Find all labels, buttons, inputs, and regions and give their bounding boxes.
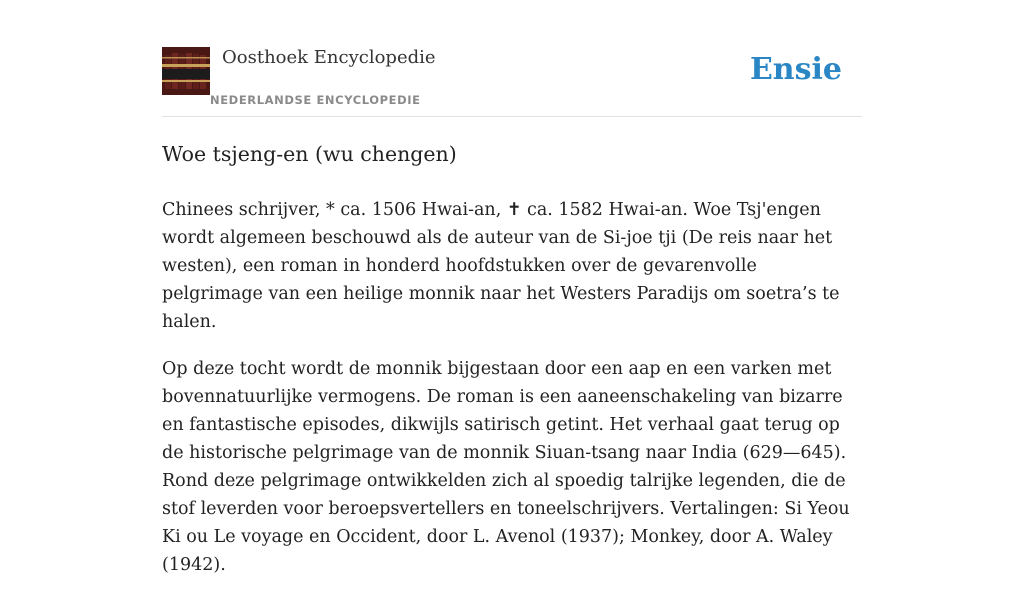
site-subtitle: NEDERLANDSE ENCYCLOPEDIE	[210, 93, 421, 107]
article	[162, 138, 862, 598]
article-title: Woe tsjeng-en (wu chengen)	[162, 142, 457, 166]
article-paragraph: Chinees schrijver, * ca. 1506 Hwai-an, ✝ ca. 1582 Hwai-an. Woe Tsj'engen wordt algemeen beschouwd als de auteur van de Si-joe tji (De reis naar het westen), een roman in honderd hoofdstukken over de gevarenvolle pelgrimage van een heilige monnik naar het Westers Paradijs om soetra’s te halen.	[162, 200, 840, 332]
site-title[interactable]: Oosthoek Encyclopedie	[222, 47, 436, 68]
encyclopedia-books-icon[interactable]	[162, 47, 210, 95]
site-header	[162, 46, 862, 117]
ensie-brand-link[interactable]: Ensie	[749, 52, 842, 87]
article-paragraph: Op deze tocht wordt de monnik bijgestaan door een aap en een varken met bovennatuurlijke vermogens. De roman is een aaneenschakeling van bizarre en fantastische episodes, dikwijls satirisch getint. Het verhaal gaat terug op de historische pelgrimage van de monnik Siuan-tsang naar India (629—645). Rond deze pelgrimage ontwikkelden zich al spoedig talrijke legenden, die de stof leverden voor beroepsvertellers en toneelschrijvers. Vertalingen: Si Yeou Ki ou Le voyage en Occident, door L. Avenol (1937); Monkey, door A. Waley (1942).	[162, 359, 850, 575]
